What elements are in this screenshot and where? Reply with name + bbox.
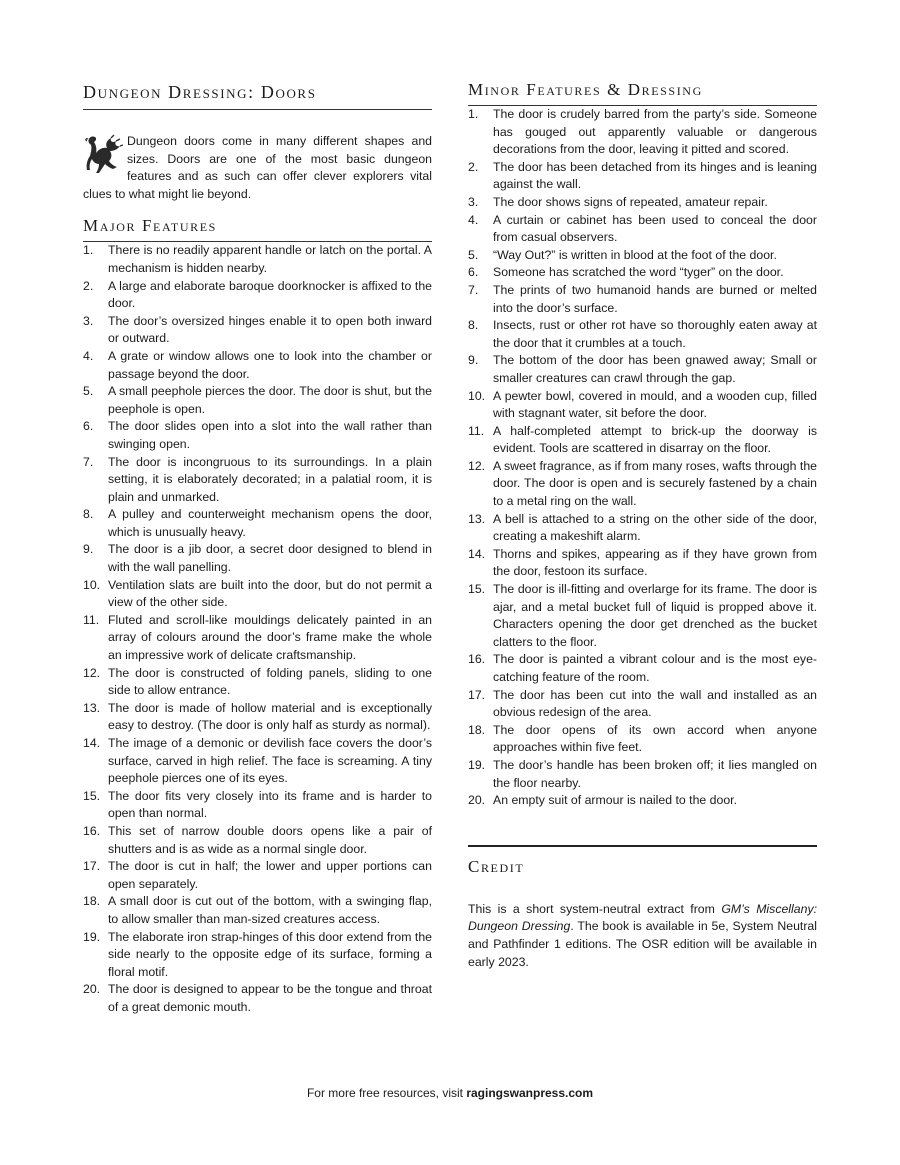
- list-item: 4. A curtain or cabinet has been used to conceal the door from casual observers.: [468, 212, 817, 245]
- list-item: 11. Fluted and scroll-like mouldings delicately painted in an array of colours around the door’s frame make the whole an impressive work of delicate craftsmanship.: [83, 612, 432, 663]
- list-item: 8. Insects, rust or other rot have so thoroughly eaten away at the door that it crumbles at a touch.: [468, 318, 817, 350]
- list-item: 9. The bottom of the door has been gnawed away; Small or smaller creatures can crawl through the gap.: [468, 353, 817, 385]
- list-item: 7. The door is incongruous to its surroundings. In a plain setting, it is elaborately decorated; in a palatial room, it is plain and unmarked.: [83, 454, 432, 504]
- list-item: 4. A grate or window allows one to look into the chamber or passage beyond the door.: [83, 348, 432, 381]
- list-item: 6. The door slides open into a slot into the wall rather than swinging open.: [83, 419, 432, 451]
- book-title: GM’s Miscellany: Dungeon Dressing: [468, 901, 818, 934]
- list-item: 20. An empty suit of armour is nailed to the door.: [468, 793, 738, 808]
- footer-text: For more free resources, visit: [306, 1086, 467, 1100]
- list-item: 12. A sweet fragrance, as if from many roses, wafts through the door. The door is open and is securely fastened by a chain to a metal ring on the wall.: [468, 458, 817, 509]
- credit-heading: Credit: [468, 856, 525, 876]
- minor-features-heading: Minor Features & Dressing: [468, 80, 817, 106]
- list-item: 10. A pewter bowl, covered in mould, and a wooden cup, filled with stagnant water, sit before the door.: [468, 388, 817, 421]
- list-item: 19. The door’s handle has been broken off; it lies mangled on the floor nearby.: [468, 757, 817, 790]
- list-item: 1. The door is crudely barred from the party’s side. Someone has gouged out apparently valuable or dangerous decorations from the door, leaving it pitted and scored.: [468, 107, 817, 157]
- list-item: 18. A small door is cut out of the bottom, with a swinging flap, to allow smaller than man-sized creatures access.: [83, 894, 432, 926]
- list-item: 9. The door is a jib door, a secret door designed to blend in with the wall panelling.: [83, 542, 432, 575]
- list-item: 20. The door is designed to appear to be the tongue and throat of a great demonic mouth.: [83, 982, 432, 1014]
- list-item: 3. The door shows signs of repeated, amateur repair.: [468, 194, 768, 209]
- credit-text: This is a short system-neutral extract from GM’s Miscellany: Dungeon Dressing. The book is available in 5e, System Neutral and Pathfinder 1 editions. The OSR edition will be available in early 2023.: [468, 901, 818, 969]
- page-title: Dungeon Dressing: Doors: [83, 82, 432, 110]
- minor-features-list: [468, 106, 817, 810]
- list-item: 14. The image of a demonic or devilish face covers the door’s surface, carved in high relief. The face is screaming. A tiny peephole pierces one of its eyes.: [83, 736, 432, 786]
- right-column: [468, 80, 817, 983]
- list-item: 13. The door is made of hollow material and is exceptionally easy to destroy. (The door is only half as sturdy as normal).: [83, 700, 432, 733]
- list-item: 3. The door’s oversized hinges enable it to open both inward or outward.: [83, 313, 432, 346]
- list-item: 1. There is no readily apparent handle or latch on the portal. A mechanism is hidden nearby.: [83, 243, 432, 275]
- major-features-heading: Major Features: [83, 216, 432, 242]
- list-item: 7. The prints of two humanoid hands are burned or melted into the door’s surface.: [468, 282, 817, 315]
- list-item: 2. A large and elaborate baroque doorknocker is affixed to the door.: [83, 278, 432, 311]
- list-item: 14. Thorns and spikes, appearing as if they have grown from the door, festoon its surface.: [468, 546, 817, 579]
- list-item: 19. The elaborate iron strap-hinges of this door extend from the side nearly to the opposite edge of its surface, forming a floral motif.: [83, 929, 433, 979]
- list-item: 13. A bell is attached to a string on the other side of the door, creating a makeshift alarm.: [468, 511, 817, 544]
- list-item: 5. “Way Out?” is written in blood at the foot of the door.: [468, 247, 777, 262]
- list-item: 17. The door is cut in half; the lower and upper portions can open separately.: [83, 859, 432, 891]
- list-item: 12. The door is constructed of folding panels, sliding to one side to allow entrance.: [83, 665, 432, 698]
- list-item: 15. The door is ill-fitting and overlarge for its frame. The door is ajar, and a metal bucket full of liquid is propped above it. Characters opening the door get drenched as the bucket clatters to the floor.: [468, 582, 817, 649]
- list-item: 17. The door has been cut into the wall and installed as an obvious redesign of the area.: [468, 687, 817, 720]
- list-item: 10. Ventilation slats are built into the door, but do not permit a view of the other side.: [83, 577, 432, 610]
- footer-link[interactable]: ragingswanpress.com: [466, 1086, 594, 1100]
- list-item: 2. The door has been detached from its hinges and is leaning against the wall.: [468, 159, 817, 192]
- intro-block: [83, 133, 432, 203]
- list-item: 16. This set of narrow double doors opens like a pair of shutters and is as wide as a normal single door.: [83, 823, 432, 856]
- swan-logo-icon: [83, 133, 123, 177]
- list-item: 8. A pulley and counterweight mechanism opens the door, which is unusually heavy.: [83, 507, 432, 539]
- intro-text: Dungeon doors come in many different shapes and sizes. Doors are one of the most basic dungeon features and as such can offer clever explorers vital clues to what might lie beyond.: [83, 134, 432, 201]
- list-item: 5. A small peephole pierces the door. The door is shut, but the peephole is open.: [83, 384, 432, 416]
- list-item: 11. A half-completed attempt to brick-up the doorway is evident. Tools are scattered in disarray on the floor.: [468, 423, 817, 456]
- list-item: 18. The door opens of its own accord when anyone approaches within five feet.: [468, 722, 817, 755]
- major-features-list: [83, 242, 432, 1016]
- list-item: 6. Someone has scratched the word “tyger” on the door.: [468, 265, 784, 280]
- list-item: 15. The door fits very closely into its frame and is harder to open than normal.: [83, 788, 432, 821]
- credit-divider: [468, 845, 817, 847]
- footer: [0, 1086, 900, 1100]
- list-item: 16. The door is painted a vibrant colour and is the most eye-catching feature of the room.: [468, 652, 817, 684]
- left-column: [83, 82, 432, 1017]
